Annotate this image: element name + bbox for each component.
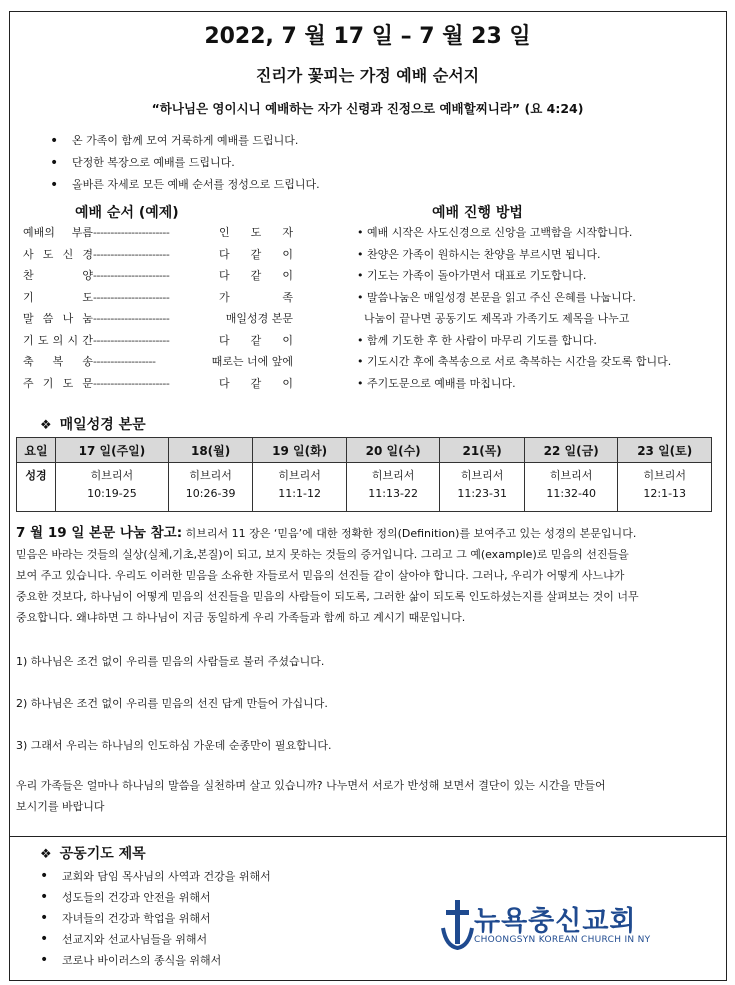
closing-line: 우리 가족들은 얼마나 하나님의 말씀을 실천하며 살고 있습니까? 나누면서 서로가 반성해 보면서 결단이 있는 시간을 만들어 (16, 779, 606, 792)
method-line: • 찬양은 가족이 원하시는 찬양을 부르시면 됩니다. (357, 247, 601, 261)
logo-korean-name: 뉴욕충신교회 (474, 906, 637, 937)
reflection-line: 보여 주고 있습니다. 우리도 이러한 믿음을 소유한 자들로서 믿음의 선진들 같이 살아야 합니다. 그러나, 우리가 어떻게 사느냐가 (16, 569, 625, 582)
order-row (23, 287, 293, 309)
reflection-lead: 7 월 19 일 본문 나눔 참고: (16, 525, 183, 541)
order-item-name: 사 도 신 경 (23, 247, 93, 261)
method-line: • 기도시간 후에 축복송으로 서로 축복하는 시간을 갖도록 합니다. (357, 355, 672, 368)
intro-bullet-list (50, 130, 320, 196)
table-day-cell: 21(목) (440, 438, 525, 463)
book-name: 히브리서 (643, 469, 686, 482)
list-item: • 성도들의 건강과 안전을 위해서 (40, 887, 271, 908)
table-day-cell: 19 일(화) (253, 438, 347, 463)
reflection-point: 1) 하나님은 조건 없이 우리를 믿음의 사람들로 불러 주셨습니다. (16, 655, 325, 668)
order-item-leader: 인 도 자 (219, 226, 293, 239)
diamond-bullet-icon: ❖ (40, 847, 52, 862)
order-item-leader: 다 같 이 (219, 376, 293, 390)
list-item: • 코로나 바이러스의 종식을 위해서 (40, 950, 271, 971)
chapter-verse: 10:19-25 (87, 487, 137, 500)
list-item: • 올바른 자세로 모든 예배 순서를 정성으로 드립니다. (50, 174, 320, 196)
order-row (23, 222, 293, 244)
order-row (23, 330, 293, 352)
order-leader-dots: ------------------ (93, 355, 156, 368)
table-day-cell: 18(월) (168, 438, 253, 463)
diamond-bullet-icon: ❖ (40, 418, 52, 433)
reflection-text: 히브리서 11 장은 ‘믿음’에 대한 정확한 정의(Definition)를 보여주고 있는 성경의 본문입니다. (182, 527, 637, 540)
prayer-title: 공동기도 제목 (59, 846, 146, 862)
worship-method-list (357, 222, 722, 394)
order-item-leader: 때로는 너에 앞에 (211, 355, 293, 368)
book-name: 히브리서 (549, 469, 593, 482)
section-divider (9, 836, 727, 837)
reflection-point: 3) 그래서 우리는 하나님의 인도하심 가운데 순종만이 필요합니다. (16, 739, 332, 752)
book-name: 히브리서 (371, 469, 415, 482)
order-row (23, 265, 293, 287)
order-row (23, 373, 293, 395)
church-logo (440, 898, 690, 954)
reflection-line (16, 523, 721, 544)
order-leader-dots: ---------------------- (93, 376, 170, 390)
order-item-leader: 매일성경 본문 (225, 312, 293, 325)
logo-english-name: CHOONGSYN KOREAN CHURCH IN NY (474, 935, 651, 945)
method-line: • 함께 기도한 후 한 사람이 마무리 기도를 합니다. (357, 333, 597, 347)
order-item-leader: 다 같 이 (219, 333, 293, 347)
order-item-leader: 가 족 (219, 290, 293, 304)
order-item-name: 기 도 의 시 간 (23, 333, 93, 347)
table-row (17, 463, 712, 512)
order-row (23, 244, 293, 266)
chapter-verse: 11:23-31 (457, 487, 507, 500)
order-leader-dots: ---------------------- (93, 290, 170, 304)
order-row (23, 351, 293, 373)
order-item-name: 주 기 도 문 (23, 376, 93, 390)
reflection-point: 2) 하나님은 조건 없이 우리를 믿음의 선진 답게 만들어 가십니다. (16, 697, 328, 710)
page-subtitle: 진리가 꽃피는 가정 예배 순서지 (255, 66, 480, 85)
worship-order-list (23, 222, 293, 394)
prayer-heading (40, 843, 146, 863)
method-heading: 예배 진행 방법 (432, 205, 523, 221)
chapter-verse: 11:1-12 (278, 487, 321, 500)
list-item: • 온 가족이 함께 모여 거룩하게 예배를 드립니다. (50, 130, 320, 152)
order-leader-dots: ---------------------- (93, 312, 170, 325)
chapter-verse: 10:26-39 (185, 487, 236, 500)
table-ref-cell (618, 463, 712, 512)
cross-anchor-icon (440, 898, 476, 954)
book-name: 히브리서 (278, 469, 321, 482)
list-item: • 단정한 복장으로 예배를 드립니다. (50, 152, 320, 174)
order-item-name: 기 도 (23, 290, 93, 304)
book-name: 히브리서 (90, 469, 134, 482)
prayer-list (40, 866, 271, 971)
order-item-name: 예배의 부름 (23, 226, 93, 239)
order-leader-dots: ---------------------- (93, 247, 170, 261)
bible-reading-heading (40, 414, 146, 434)
bible-reading-title: 매일성경 본문 (59, 417, 146, 433)
method-line: • 주기도문으로 예배를 마칩니다. (357, 376, 516, 390)
table-ref-cell (524, 463, 618, 512)
table-ref-cell (346, 463, 440, 512)
method-line: • 기도는 가족이 돌아가면서 대표로 기도합니다. (357, 269, 587, 282)
table-ref-cell (56, 463, 169, 512)
order-heading: 예배 순서 (예제) (75, 205, 179, 221)
table-ref-cell (440, 463, 525, 512)
order-item-name: 축 복 송 (23, 355, 93, 368)
chapter-verse: 11:13-22 (368, 487, 418, 500)
table-ref-cell (253, 463, 347, 512)
chapter-verse: 12:1-13 (643, 487, 687, 500)
order-leader-dots: ---------------------- (93, 226, 170, 239)
closing-paragraph (16, 775, 716, 817)
list-item: • 자녀들의 건강과 학업을 위해서 (40, 908, 271, 929)
order-leader-dots: ---------------------- (93, 269, 170, 282)
table-day-cell: 23 일(토) (618, 438, 712, 463)
method-line: 나눔이 끝나면 공동기도 제목과 가족기도 제목을 나누고 (357, 312, 630, 325)
book-name: 히브리서 (189, 469, 232, 482)
table-day-cell: 20 일(수) (346, 438, 440, 463)
closing-line: 보시기를 바랍니다 (16, 800, 105, 813)
reflection-line: 중요합니다. 왜냐하면 그 하나님이 지금 동일하게 우리 가족들과 함께 하고 계시기 때문입니다. (16, 611, 466, 624)
list-item: • 선교지와 선교사님들을 위해서 (40, 929, 271, 950)
list-item: • 교회와 담임 목사님의 사역과 건강을 위해서 (40, 866, 271, 887)
reflection-line: 중요한 것보다, 하나님이 어떻게 믿음의 선진들을 믿음의 사람들이 되도록, 그러한 삶이 되도록 인도하셨는지를 살펴보는 것이 너무 (16, 590, 639, 603)
method-line: • 예배 시작은 사도신경으로 신앙을 고백함을 시작합니다. (357, 226, 633, 239)
order-item-name: 말 씀 나 눔 (23, 312, 93, 325)
reflection-line: 믿음은 바라는 것들의 실상(실체,기초,본질)이 되고, 보지 못하는 것들의 증거입니다. 그리고 그 예(example)로 믿음의 선진들을 (16, 548, 629, 561)
order-row (23, 308, 293, 330)
order-item-leader: 다 같 이 (219, 247, 293, 261)
order-item-leader: 다 같 이 (219, 269, 293, 282)
method-line: • 말씀나눔은 매일성경 본문을 읽고 주신 은혜를 나눕니다. (357, 290, 636, 304)
table-day-cell: 17 일(주일) (56, 438, 169, 463)
order-leader-dots: ---------------------- (93, 333, 170, 347)
chapter-verse: 11:32-40 (546, 487, 597, 500)
table-ref-cell (168, 463, 253, 512)
reflection-paragraph (16, 523, 721, 628)
bible-reading-table (16, 437, 712, 512)
table-day-cell: 22 일(금) (524, 438, 618, 463)
table-row-label: 요일 (17, 438, 56, 463)
table-row-label: 성경 (17, 463, 56, 512)
table-header-row (17, 438, 712, 463)
book-name: 히브리서 (460, 469, 504, 482)
order-item-name: 찬 양 (23, 269, 93, 282)
scripture-verse: “하나님은 영이시니 예배하는 자가 신령과 진정으로 예배할찌니라” (요 4:24) (151, 101, 584, 116)
page-title: 2022, 7 월 17 일 – 7 월 23 일 (204, 24, 531, 49)
